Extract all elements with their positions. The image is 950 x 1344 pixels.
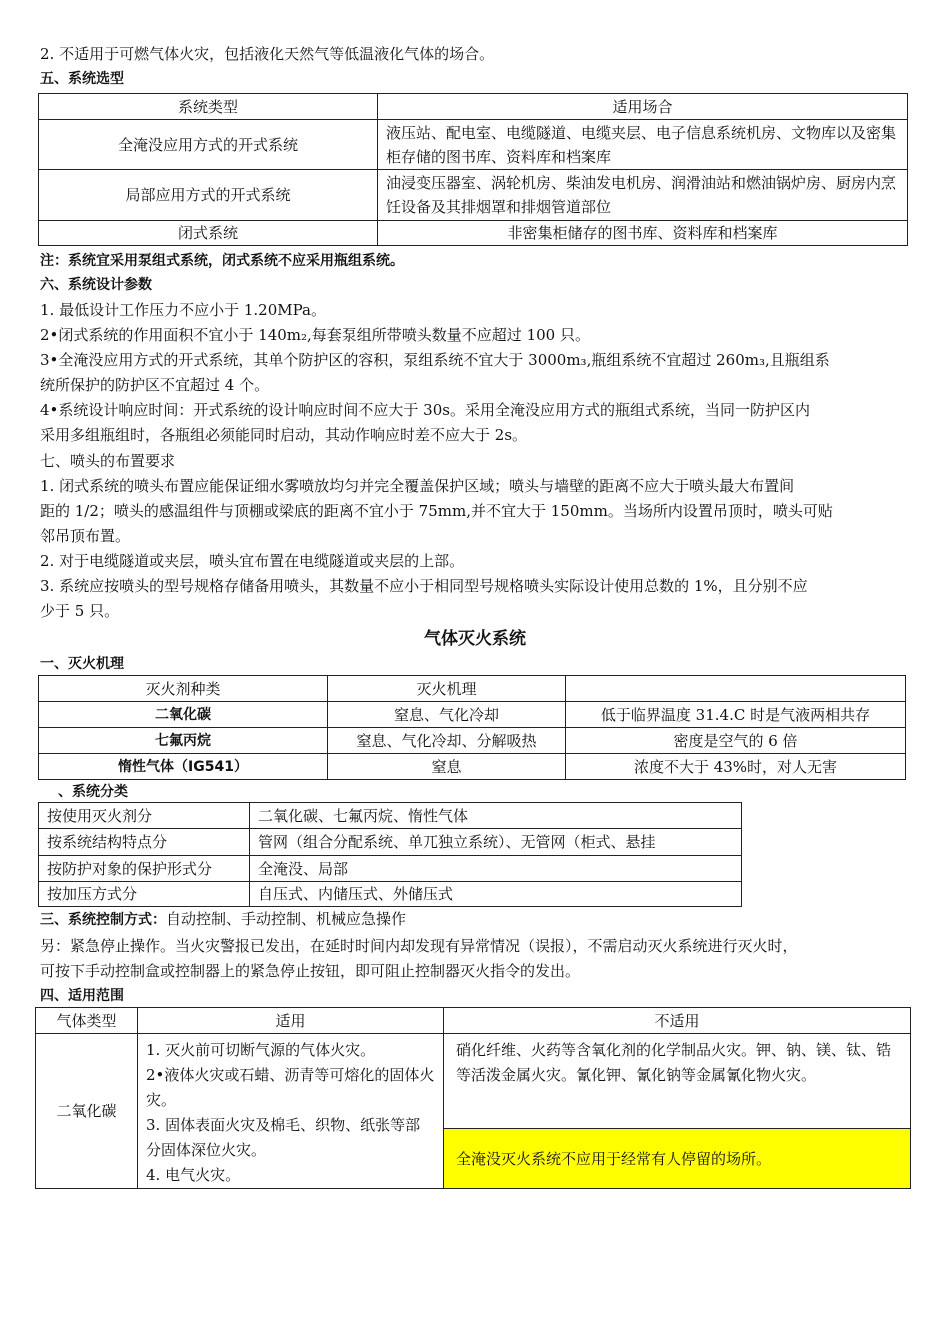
table-cell: 管网（组合分配系统、单兀独立系统）、无管网（柜式、悬挂 [250, 829, 742, 856]
suitable-cell [138, 1034, 444, 1189]
table-header: 灭火剂种类 [39, 676, 328, 702]
table-cell: 闭式系统 [39, 221, 378, 246]
table-cell: 按系统结构特点分 [39, 829, 250, 856]
paragraph: 2•闭式系统的作用面积不宜小于 140m₂,每套泵组所带喷头数量不应超过 100 只。 [40, 326, 590, 344]
table-header: 气体类型 [36, 1008, 138, 1034]
unsuitable-cell: 硝化纤维、火药等含氧化剂的化学制品火灾。钾、钠、镁、钛、锆等活泼金属火灾。氰化钾、氰化钠等金属氰化物火灾。 [444, 1034, 911, 1129]
paragraph: 统所保护的防护区不宜超过 4 个。 [40, 376, 270, 394]
list-item: 2•液体火灾或石蜡、沥青等可熔化的固体火灾。 [146, 1066, 435, 1109]
paragraph: 3•全淹没应用方式的开式系统，其单个防护区的容积，泵组系统不宜大于 3000m₃,瓶组系统不宜超过 260m₃,且瓶组系 [40, 351, 830, 369]
table-note: 注：系统宜采用泵组式系统，闭式系统不应采用瓶组系统。 [40, 253, 404, 269]
table-cell: 按使用灭火剂分 [39, 803, 250, 829]
table-cell [39, 754, 328, 780]
table-header: 灭火机理 [328, 676, 566, 702]
paragraph: 可按下手动控制盒或控制器上的紧急停止按钮，即可阻止控制器灭火指令的发出。 [40, 962, 581, 980]
paragraph: 少于 5 只。 [40, 602, 120, 620]
section-heading: 三、系统控制方式： [40, 912, 166, 928]
table-cell: 二氧化碳、七氟丙烷、惰性气体 [250, 803, 742, 829]
application-scope-table [35, 1007, 911, 1189]
table-cell: 按加压方式分 [39, 882, 250, 907]
table-cell: 二氧化碳 [36, 1034, 138, 1189]
highlight-cell: 全淹没灭火系统不应用于经常有人停留的场所。 [444, 1129, 911, 1189]
table-cell: 二氧化碳 [39, 702, 328, 728]
paragraph: 邻吊顶布置。 [40, 527, 131, 545]
section-heading: 五、系统选型 [40, 71, 124, 87]
control-mode-text: 自动控制、手动控制、机械应急操作 [166, 910, 407, 928]
list-item: 3. 固体表面火灾及棉毛、织物、纸张等部分固体深位火灾。 [146, 1116, 421, 1159]
system-selection-table [38, 93, 908, 246]
section-heading: 、系统分类 [58, 784, 128, 800]
paragraph: 采用多组瓶组时，各瓶组必须能同时启动，其动作响应时差不应大于 2s。 [40, 426, 528, 444]
list-item: 1. 灭火前可切断气源的气体火灾。 [146, 1041, 376, 1059]
table-cell: 自压式、内储压式、外储压式 [250, 882, 742, 907]
table-cell: 窒息、气化冷却、分解吸热 [328, 728, 566, 754]
table-cell: 窒息、气化冷却 [328, 702, 566, 728]
mechanism-table [38, 675, 906, 780]
table-cell: 密度是空气的 6 倍 [566, 728, 906, 754]
section-heading: 六、系统设计参数 [40, 277, 152, 293]
paragraph: 4•系统设计响应时间：开式系统的设计响应时间不应大于 30s。采用全淹没应用方式的瓶组式系统，当同一防护区内 [40, 401, 810, 419]
paragraph: 2. 不适用于可燃气体火灾，包括液化天然气等低温液化气体的场合。 [40, 45, 495, 63]
table-cell: 全淹没应用方式的开式系统 [39, 120, 378, 170]
list-item: 4. 电气火灾。 [146, 1166, 241, 1184]
table-cell: 液压站、配电室、电缆隧道、电缆夹层、电子信息系统机房、文物库以及密集柜存储的图书库、资料库和档案库 [378, 120, 908, 170]
section-heading: 四、适用范围 [40, 988, 124, 1004]
table-cell: 全淹没、局部 [250, 856, 742, 882]
gas-name: 惰性气体（IG541） [118, 759, 248, 775]
control-mode-line [40, 907, 915, 933]
table-header: 系统类型 [39, 94, 378, 120]
section-heading: 七、喷头的布置要求 [40, 452, 176, 470]
paragraph: 1. 闭式系统的喷头布置应能保证细水雾喷放均匀并完全覆盖保护区域；喷头与墙壁的距离不应大于喷头最大布置间 [40, 477, 795, 495]
paragraph: 3. 系统应按喷头的型号规格存储备用喷头，其数量不应小于相同型号规格喷头实际设计使用总数的 1%，且分别不应 [40, 577, 808, 595]
table-cell: 油浸变压器室、涡轮机房、柴油发电机房、润滑油站和燃油锅炉房、厨房内烹饪设备及其排烟罩和排烟管道部位 [378, 170, 908, 221]
table-header: 适用场合 [378, 94, 908, 120]
table-header [566, 676, 906, 702]
table-cell: 非密集柜储存的图书库、资料库和档案库 [378, 221, 908, 246]
table-cell: 局部应用方式的开式系统 [39, 170, 378, 221]
page-title: 气体灭火系统 [424, 629, 526, 649]
paragraph: 2. 对于电缆隧道或夹层，喷头宜布置在电缆隧道或夹层的上部。 [40, 552, 465, 570]
table-cell: 按防护对象的保护形式分 [39, 856, 250, 882]
classification-table [38, 802, 742, 907]
paragraph: 距的 1/2；喷头的感温组件与顶棚或梁底的距离不宜小于 75mm,并不宜大于 150mm。当场所内设置吊顶时，喷头可贴 [40, 502, 833, 520]
table-cell: 七氟丙烷 [39, 728, 328, 754]
table-header: 不适用 [444, 1008, 911, 1034]
paragraph: 另：紧急停止操作。当火灾警报已发出，在延时时间内却发现有异常情况（误报），不需启动灭火系统进行灭火时， [40, 937, 798, 955]
paragraph: 1. 最低设计工作压力不应小于 1.20MPa。 [40, 301, 326, 319]
table-cell: 低于临界温度 31.4.C 时是气液两相共存 [566, 702, 906, 728]
table-cell: 窒息 [328, 754, 566, 780]
table-header: 适用 [138, 1008, 444, 1034]
table-cell: 浓度不大于 43%时，对人无害 [566, 754, 906, 780]
section-heading: 一、灭火机理 [40, 656, 124, 672]
